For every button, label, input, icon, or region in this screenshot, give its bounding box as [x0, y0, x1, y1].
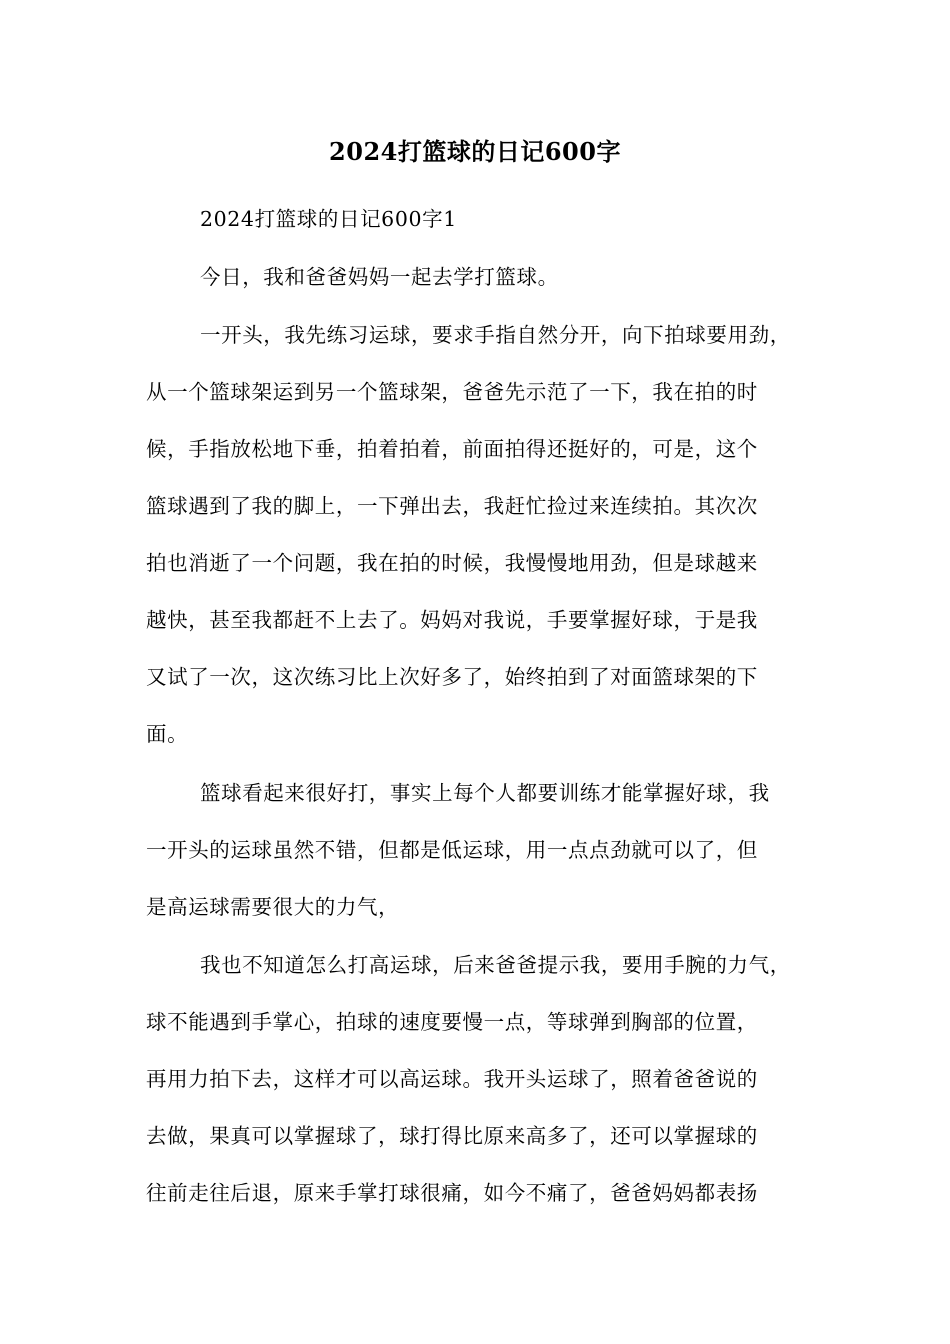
- paragraph-line: 篮球遇到了我的脚上，一下弹出去，我赶忙捡过来连续拍。其次次: [146, 494, 758, 518]
- paragraph-line: 又试了一次，这次练习比上次好多了，始终拍到了对面篮球架的下: [146, 665, 758, 689]
- paragraph-line: 一开头的运球虽然不错，但都是低运球，用一点点劲就可以了，但: [146, 838, 758, 862]
- paragraph-line: 去做，果真可以掌握球了，球打得比原来高多了，还可以掌握球的: [146, 1124, 758, 1148]
- paragraph-line: 拍也消逝了一个问题，我在拍的时候，我慢慢地用劲，但是球越来: [146, 551, 758, 575]
- paragraph-line: 篮球看起来很好打，事实上每个人都要训练才能掌握好球，我: [200, 781, 770, 805]
- paragraph-line: 球不能遇到手掌心，拍球的速度要慢一点，等球弹到胸部的位置，: [146, 1010, 758, 1034]
- section-heading: 2024打篮球的日记600字1: [200, 207, 457, 231]
- document-title: 2024打篮球的日记600字: [329, 137, 621, 166]
- paragraph-line: 是高运球需要很大的力气，: [146, 895, 400, 919]
- paragraph-line: 今日，我和爸爸妈妈一起去学打篮球。: [200, 265, 559, 289]
- paragraph-line: 从一个篮球架运到另一个篮球架，爸爸先示范了一下，我在拍的时: [146, 380, 758, 404]
- paragraph-line: 面。: [146, 722, 189, 746]
- paragraph-line: 一开头，我先练习运球，要求手指自然分开，向下拍球要用劲，: [200, 323, 791, 347]
- paragraph-line: 往前走往后退，原来手掌打球很痛，如今不痛了，爸爸妈妈都表扬: [146, 1181, 758, 1205]
- paragraph-line: 越快，甚至我都赶不上去了。妈妈对我说，手要掌握好球，于是我: [146, 608, 758, 632]
- paragraph-line: 再用力拍下去，这样才可以高运球。我开头运球了，照着爸爸说的: [146, 1067, 758, 1091]
- paragraph-line: 我也不知道怎么打高运球，后来爸爸提示我，要用手腕的力气，: [200, 953, 791, 977]
- paragraph-line: 候，手指放松地下垂，拍着拍着，前面拍得还挺好的，可是，这个: [146, 437, 758, 461]
